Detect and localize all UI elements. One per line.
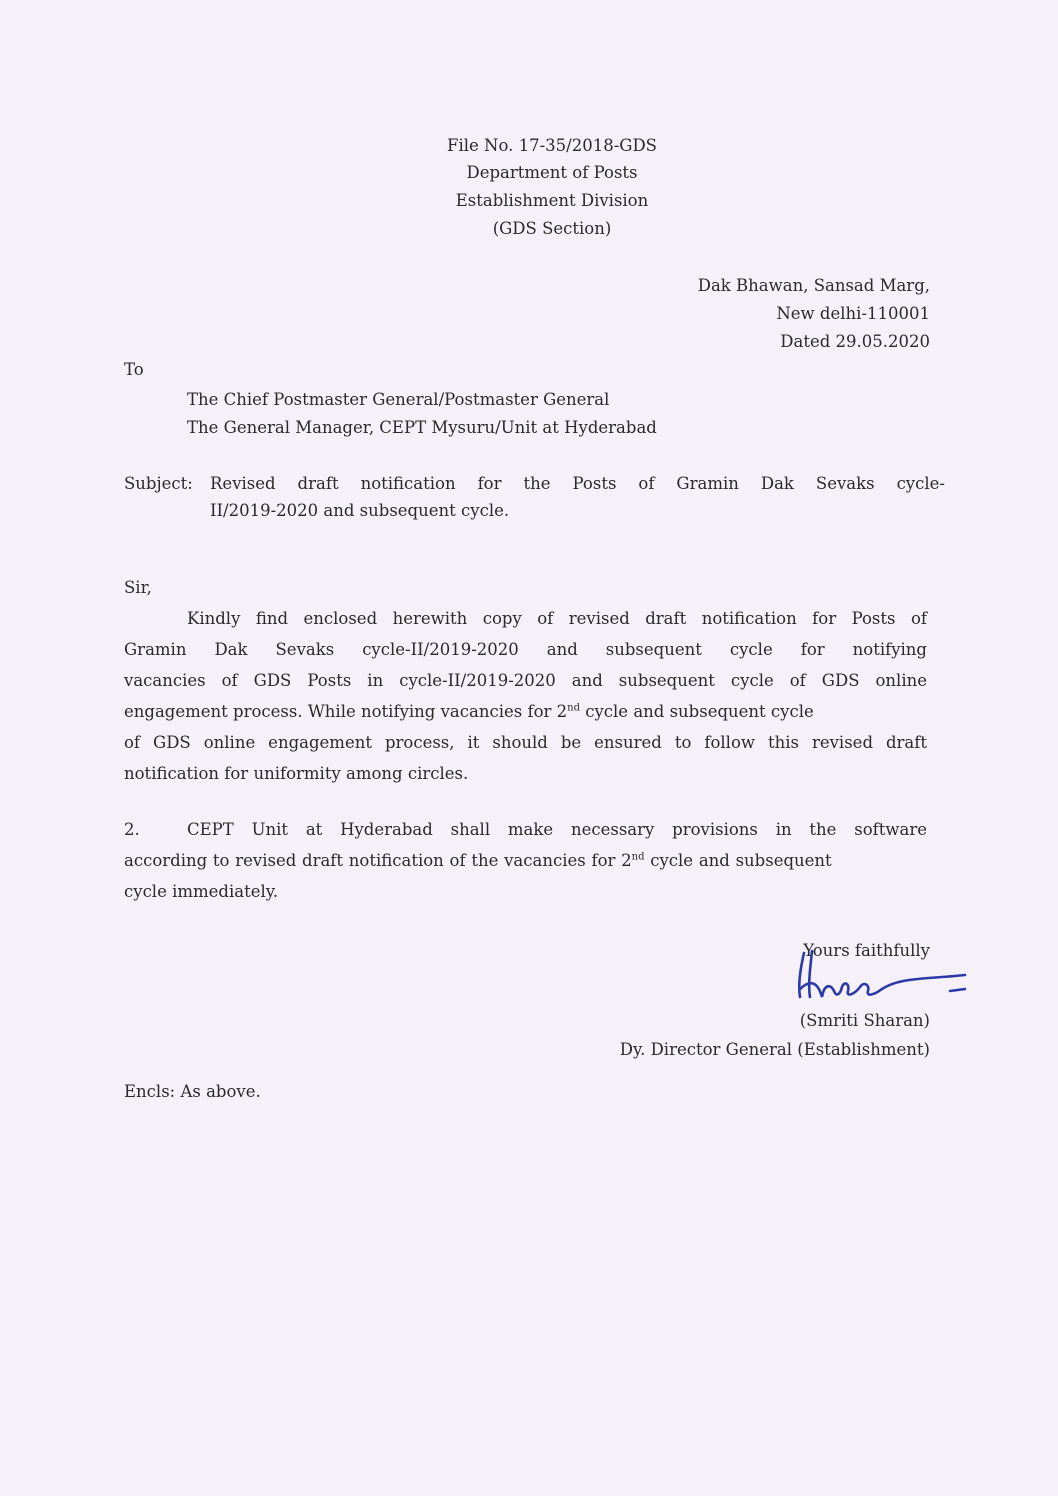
section: (GDS Section) bbox=[492, 219, 612, 238]
text-fragment: engagement process. While notifying vacancies for 2 bbox=[124, 702, 568, 721]
letter-date: Dated 29.05.2020 bbox=[780, 332, 930, 351]
subject-line: Revised draft notification for the Posts of Gramin Dak Sevaks cycle- bbox=[210, 474, 945, 493]
text-fragment bbox=[124, 702, 814, 721]
to-label: To bbox=[124, 360, 144, 379]
text-fragment: cycle and subsequent bbox=[644, 851, 832, 870]
address-line-1: Dak Bhawan, Sansad Marg, bbox=[697, 276, 930, 295]
enclosures: Encls: As above. bbox=[124, 1082, 261, 1101]
paragraph-line: cycle immediately. bbox=[124, 882, 279, 901]
recipient: The General Manager, CEPT Mysuru/Unit at Hyderabad bbox=[187, 418, 657, 437]
salutation: Sir, bbox=[124, 578, 152, 597]
text-fragment: cycle and subsequent cycle bbox=[579, 702, 814, 721]
signatory-designation: Dy. Director General (Establishment) bbox=[619, 1040, 930, 1059]
superscript: nd bbox=[567, 702, 580, 714]
paragraph-line: Gramin Dak Sevaks cycle-II/2019-2020 and subsequent cycle for notifying bbox=[124, 640, 927, 659]
paragraph-line: Kindly find enclosed herewith copy of revised draft notification for Posts of bbox=[187, 609, 927, 628]
paragraph-line bbox=[124, 851, 832, 870]
file-number: File No. 17-35/2018-GDS bbox=[447, 136, 657, 155]
signature-image bbox=[770, 945, 990, 1005]
subject-line: II/2019-2020 and subsequent cycle. bbox=[210, 501, 510, 520]
paragraph-line bbox=[124, 702, 927, 721]
paragraph-line: vacancies of GDS Posts in cycle-II/2019-2020 and subsequent cycle of GDS online bbox=[124, 671, 927, 690]
closing-yours-faithfully: Yours faithfully bbox=[803, 941, 930, 960]
signatory-name: (Smriti Sharan) bbox=[799, 1011, 930, 1030]
department: Department of Posts bbox=[466, 163, 638, 182]
superscript: nd bbox=[631, 851, 645, 863]
address-line-2: New delhi-110001 bbox=[776, 304, 930, 323]
text-fragment: according to revised draft notification of the vacancies for 2 bbox=[124, 851, 632, 870]
division: Establishment Division bbox=[455, 191, 649, 210]
paragraph-line: CEPT Unit at Hyderabad shall make necessary provisions in the software bbox=[187, 820, 927, 839]
recipient: The Chief Postmaster General/Postmaster General bbox=[187, 390, 610, 409]
paragraph-number: 2. bbox=[124, 820, 140, 839]
paragraph-line: notification for uniformity among circles. bbox=[124, 764, 469, 783]
paragraph-line: of GDS online engagement process, it should be ensured to follow this revised draft bbox=[124, 733, 927, 752]
subject-label: Subject: bbox=[124, 474, 193, 493]
